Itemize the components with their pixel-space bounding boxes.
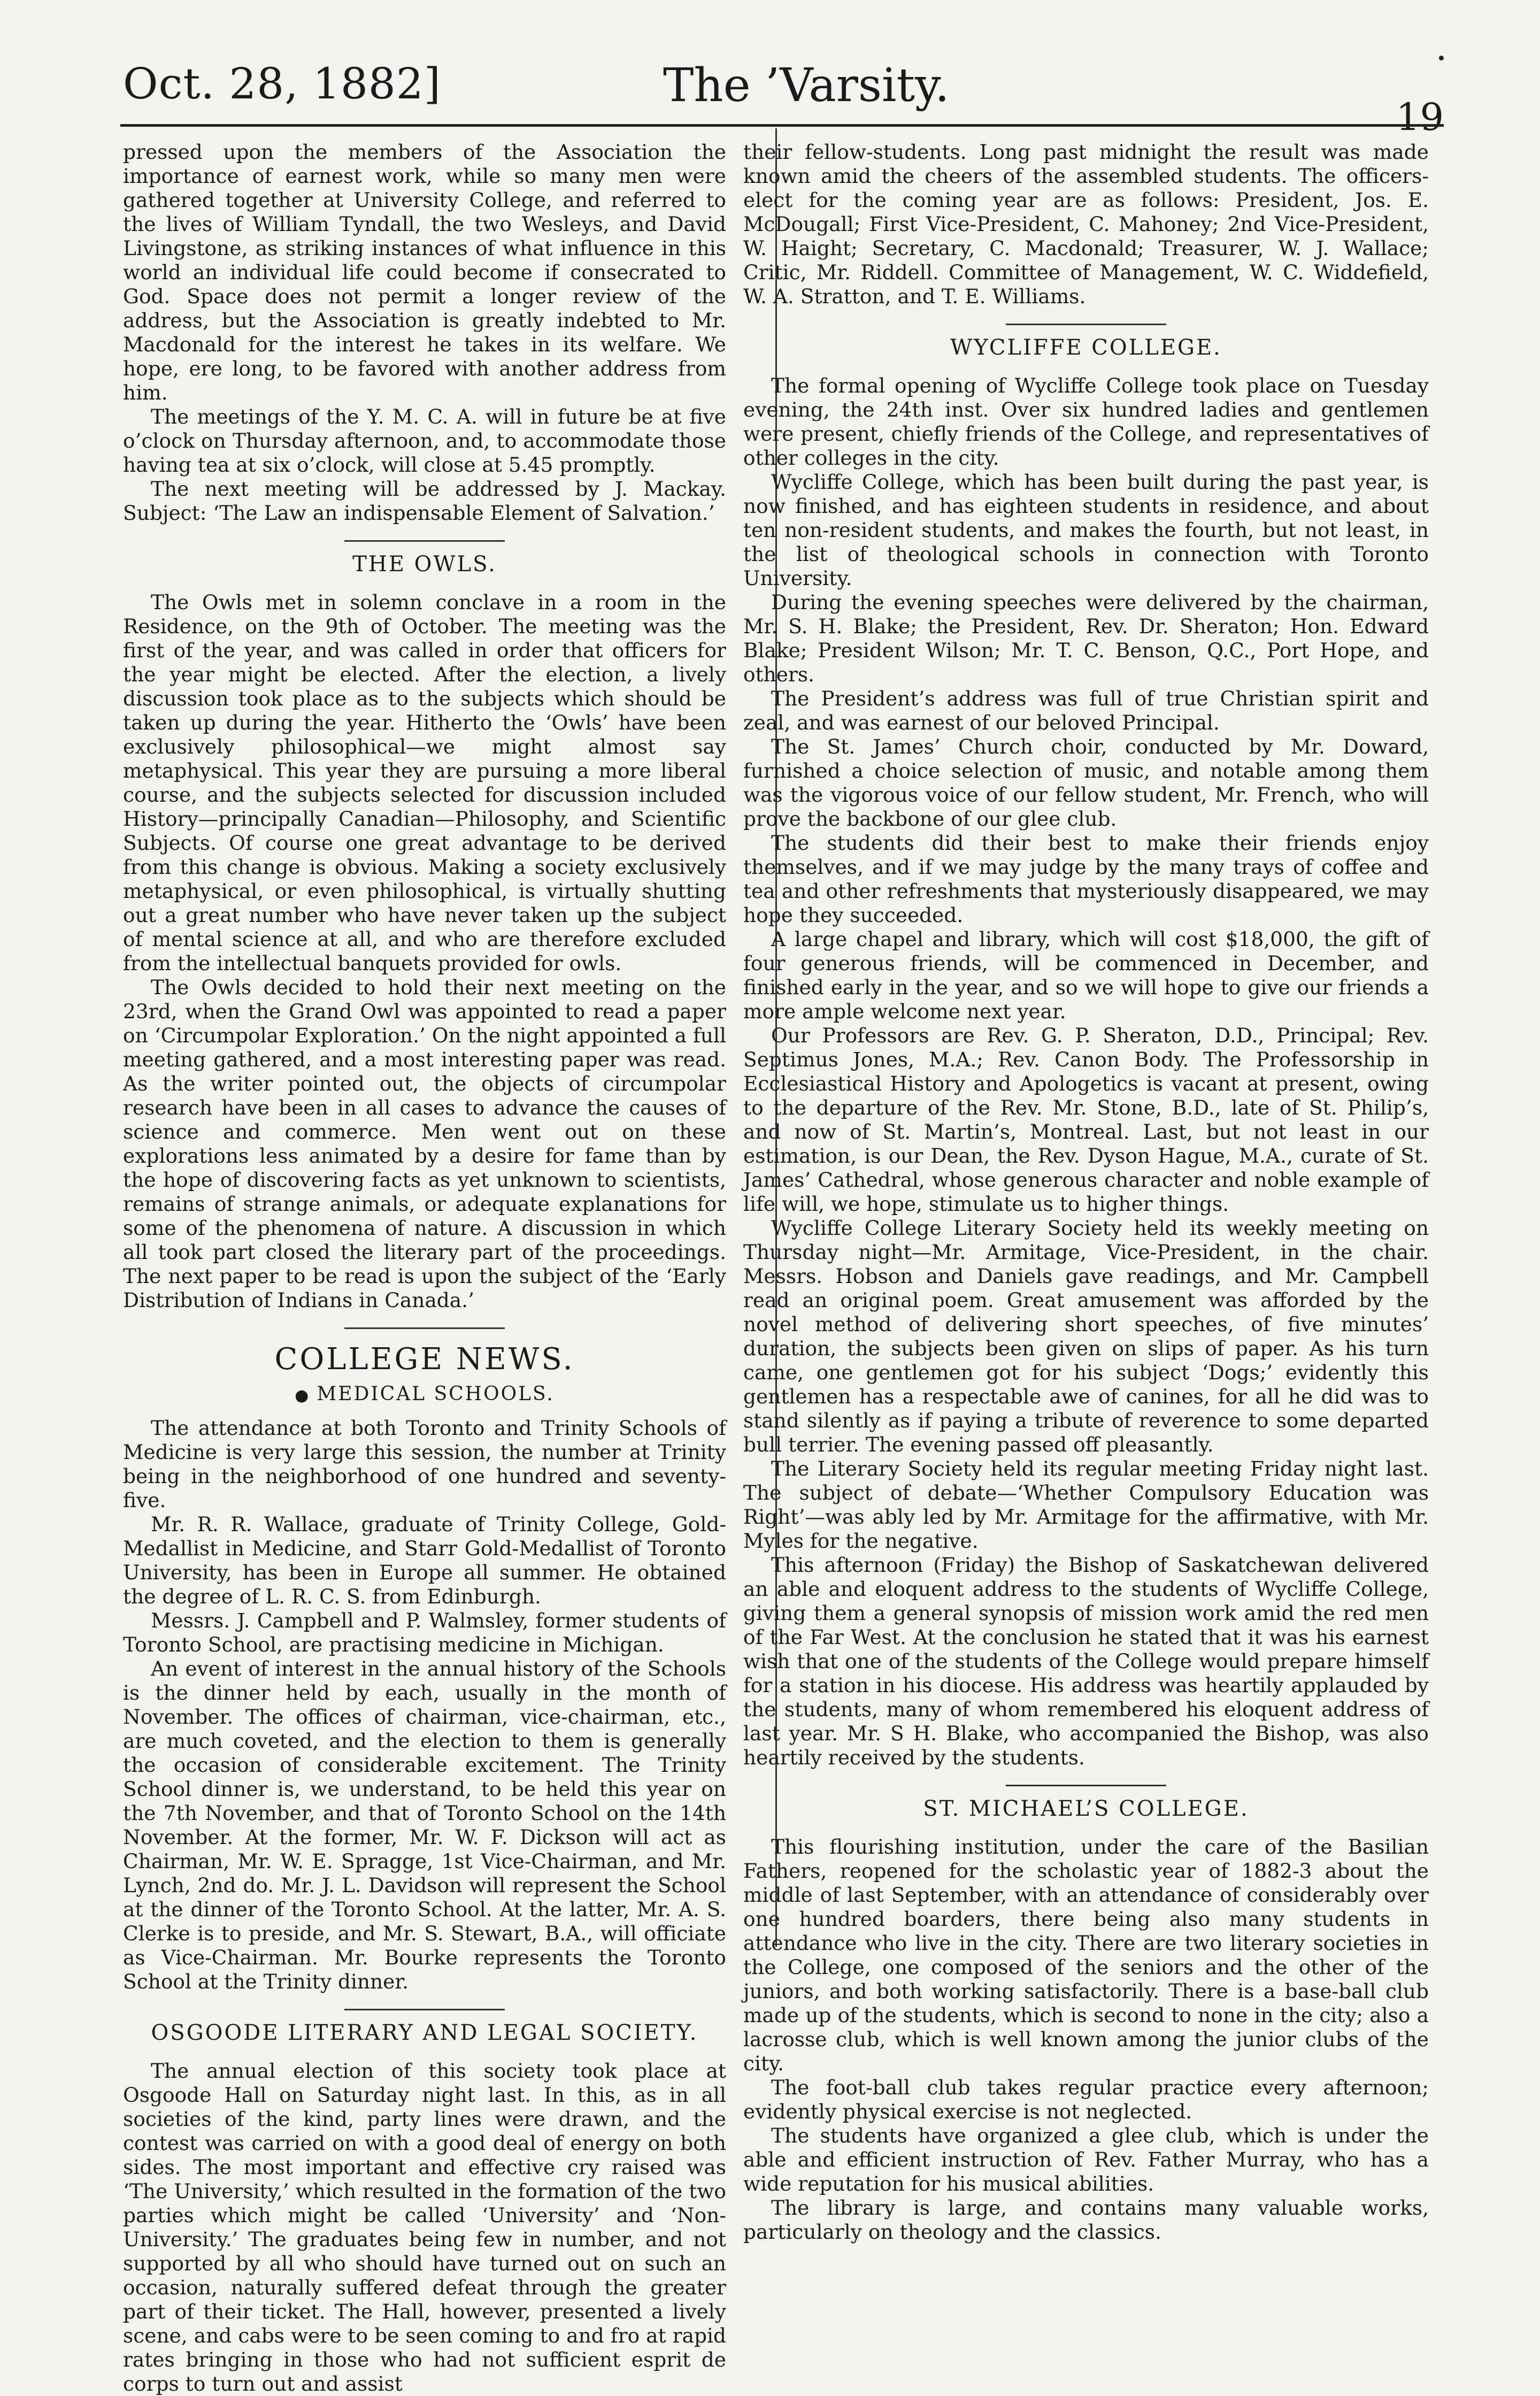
owls-paragraph: The Owls met in solemn conclave in a room in the Residence, on the 9th of October. The meeting was the first of the year, and was called in order that officers for the year might be elected. After the election, a lively discussion took place as to the subjects which should be taken up during the year. Hitherto the ‘Owls’ have been exclusively philosophical—we might almost say metaphysical. This year they are pursuing a more liberal course, and the subjects selected for discussion included History—principally Canadian—Philosophy, and Scientific Subjects. Of course one great advantage to be derived from this change is obvious. Making a society exclusively metaphysical, or even philosophical, is virtually shutting out a great number who have never taken up the subject of mental science at all, and who are therefore excluded from the intellectual banquets provided for owls.: [123, 590, 726, 975]
ymca-paragraph: The next meeting will be addressed by J. Mackay. Subject: ‘The Law an indispensable Element of Salvation.’: [123, 477, 726, 525]
section-rule: [344, 540, 505, 542]
wycliffe-paragraph: Wycliffe College, which has been built during the past year, is now finished, and has eighteen students in residence, and about ten non-resident students, and makes the fourth, but not least, in the list of theological schools in connection with Toronto University.: [743, 470, 1429, 590]
wycliffe-paragraph: This afternoon (Friday) the Bishop of Saskatchewan delivered an able and eloquent address to the students of Wycliffe College, giving them a general synopsis of mission work amid the red men of the Far West. At the conclusion he stated that it was his earnest wish that one of the students of the College would prepare himself for a station in his diocese. His address was heartily applauded by the students, many of whom remembered his eloquent address of last year. Mr. S H. Blake, who accompanied the Bishop, was also heartily received by the students.: [743, 1553, 1429, 1769]
medical-paragraph: The attendance at both Toronto and Trinity Schools of Medicine is very large this session, the number at Trinity being in the neighborhood of one hundred and seventy-five.: [123, 1416, 726, 1512]
osgoode-paragraph: The annual election of this society took place at Osgoode Hall on Saturday night last. In this, as in all societies of the kind, party lines were drawn, and the contest was carried on with a good deal of energy on both sides. The most important and effective cry raised was ‘The University,’ which resulted in the formation of the two parties which might be called ‘University’ and ‘Non-University.’ The graduates being few in number, and not supported by all who should have turned out on such an occasion, naturally suffered defeat through the greater part of their ticket. The Hall, however, presented a lively scene, and cabs were to be seen coming to and fro at rapid rates bringing in those who had not sufficient esprit de corps to turn out and assist: [123, 2059, 726, 2395]
ymca-paragraph: The meetings of the Y. M. C. A. will in future be at five o’clock on Thursday afternoon, and, to accommodate those having tea at six o’clock, will close at 5.45 promptly.: [123, 405, 726, 477]
wycliffe-paragraph: Wycliffe College Literary Society held its weekly meeting on Thursday night—Mr. Armitage, Vice-President, in the chair. Messrs. Hobson and Daniels gave readings, and Mr. Campbell read an original poem. Great amusement was afforded by the novel method of delivering short speeches, of five minutes’ duration, the subjects been given on slips of paper. As his turn came, one gentlemen got for his subject ‘Dogs;’ evidently this gentlemen has a respectable awe of canines, for all he did was to stand silently as if paying a tribute of reverence to some departed bull terrier. The evening passed off pleasantly.: [743, 1216, 1429, 1456]
medical-schools-heading: [123, 1382, 726, 1408]
owls-paragraph: The Owls decided to hold their next meeting on the 23rd, when the Grand Owl was appointed to read a paper on ‘Circumpolar Exploration.’ On the night appointed a full meeting gathered, and a most interesting paper was read. As the writer pointed out, the objects of circumpolar research have been in all cases to advance the causes of science and commerce. Men went out on these explorations less animated by a desire for fame than by the hope of discovering facts as yet unknown to scientists, remains of strange animals, or adequate explanations for some of the phenomena of nature. A discussion in which all took part closed the literary part of the proceedings. The next paper to be read is upon the subject of the ‘Early Distribution of Indians in Canada.’: [123, 976, 726, 1312]
st-michaels-paragraph: The foot-ball club takes regular practice every afternoon; evidently physical exercise is not neglected.: [743, 2076, 1429, 2123]
osgoode-heading: OSGOODE LITERARY AND LEGAL SOCIETY.: [151, 2020, 698, 2045]
page-header: [123, 59, 1444, 139]
ymca-paragraph: pressed upon the members of the Association the importance of earnest work, while so many men were gathered together at University College, and referred to the lives of William Tyndall, the two Wesleys, and David Livingstone, as striking instances of what influence in this world an individual life could become if consecrated to God. Space does not permit a longer review of the address, but the Association is greatly indebted to Mr. Macdonald for the interest he takes in its welfare. We hope, ere long, to be favored with another address from him.: [123, 140, 726, 404]
st-michaels-paragraph: The students have organized a glee club, which is under the able and efficient instruction of Rev. Father Murray, who has a wide reputation for his musical abilities.: [743, 2124, 1429, 2195]
page-number: 19: [1396, 95, 1444, 139]
wycliffe-paragraph: During the evening speeches were delivered by the chairman, Mr. S. H. Blake; the President, Rev. Dr. Sheraton; Hon. Edward Blake; President Wilson; Mr. T. C. Benson, Q.C., Port Hope, and others.: [743, 590, 1429, 686]
wycliffe-paragraph: The Literary Society held its regular meeting Friday night last. The subject of debate—‘Whether Compulsory Education was Right’—was ably led by Mr. Armitage for the affirmative, with Mr. Myles for the negative.: [743, 1457, 1429, 1553]
college-news-heading: COLLEGE NEWS.: [274, 1342, 575, 1377]
section-rule: [344, 1327, 505, 1329]
section-rule: [1006, 1785, 1166, 1786]
medical-paragraph: Mr. R. R. Wallace, graduate of Trinity College, Gold-Medallist in Medicine, and Starr Gold-Medallist of Toronto University, has been in Europe all summer. He obtained the degree of L. R. C. S. from Edinburgh.: [123, 1512, 726, 1608]
wycliffe-paragraph: The St. James’ Church choir, conducted by Mr. Doward, furnished a choice selection of music, and notable among them was the vigorous voice of our fellow student, Mr. French, who will prove the backbone of our glee club.: [743, 735, 1429, 831]
medical-schools-title: MEDICAL SCHOOLS.: [317, 1383, 555, 1405]
owls-heading: THE OWLS.: [352, 552, 497, 577]
header-rule: [120, 124, 1444, 127]
st-michaels-paragraph: This flourishing institution, under the care of the Basilian Fathers, reopened for the scholastic year of 1882-3 about the middle of last September, with an attendance of considerably over one hundred boarders, there being also many students in attendance who live in the city. There are two literary societies in the College, one composed of the seniors and the other of the juniors, and both working satisfactorily. There is a base-ball club made up of the students, which is second to none in the city; also a lacrosse club, which is well known among the junior clubs of the city.: [743, 1835, 1429, 2075]
wycliffe-paragraph: A large chapel and library, which will cost $18,000, the gift of four generous friends, will be commenced in December, and finished early in the year, and so we will hope to give our friends a more ample welcome next year.: [743, 927, 1429, 1023]
bullet-icon: ●: [295, 1386, 311, 1405]
st-michaels-heading: ST. MICHAEL’S COLLEGE.: [923, 1796, 1249, 1821]
issue-date: Oct. 28, 1882]: [123, 59, 441, 109]
wycliffe-paragraph: Our Professors are Rev. G. P. Sheraton, D.D., Principal; Rev. Septimus Jones, M.A.; Rev. Canon Body. The Professorship in Ecclesiastical History and Apologetics is vacant at present, owing to the departure of the Rev. Mr. Stone, B.D., late of St. Philip’s, and now of St. Martin’s, Montreal. Last, but not least in our estimation, is our Dean, the Rev. Dyson Hague, M.A., curate of St. James’ Cathedral, whose generous character and noble example of life will, we hope, stimulate us to higher things.: [743, 1024, 1429, 1216]
osgoode-continuation: their fellow-students. Long past midnight the result was made known amid the cheers of the assembled students. The officers-elect for the coming year are as follows: President, Jos. E. McDougall; First Vice-President, C. Mahoney; 2nd Vice-President, W. Haight; Secretary, C. Macdonald; Treasurer, W. J. Wallace; Critic, Mr. Riddell. Committee of Management, W. C. Widdefield, W. A. Stratton, and T. E. Williams.: [743, 140, 1429, 308]
medical-paragraph: Messrs. J. Campbell and P. Walmsley, former students of Toronto School, are practising medicine in Michigan.: [123, 1608, 726, 1656]
wycliffe-paragraph: The formal opening of Wycliffe College took place on Tuesday evening, the 24th inst. Over six hundred ladies and gentlemen were present, chiefly friends of the College, and representatives of other colleges in the city.: [743, 374, 1429, 470]
wycliffe-heading: WYCLIFFE COLLEGE.: [950, 335, 1222, 360]
ink-dot: [1439, 56, 1444, 60]
wycliffe-paragraph: The students did their best to make their friends enjoy themselves, and if we may judge by the many trays of coffee and tea and other refreshments that mysteriously disappeared, we may hope they succeeded.: [743, 831, 1429, 927]
left-column: [123, 140, 726, 2396]
masthead-title: The ’Varsity.: [663, 59, 950, 112]
wycliffe-paragraph: The President’s address was full of true Christian spirit and zeal, and was earnest of our beloved Principal.: [743, 687, 1429, 734]
section-rule: [1006, 324, 1166, 325]
medical-paragraph: An event of interest in the annual history of the Schools is the dinner held by each, usually in the month of November. The offices of chairman, vice-chairman, etc., are much coveted, and the election to them is generally the occasion of considerable excitement. The Trinity School dinner is, we understand, to be held this year on the 7th November, and that of Toronto School on the 14th November. At the former, Mr. W. F. Dickson will act as Chairman, Mr. W. E. Spragge, 1st Vice-Chairman, and Mr. Lynch, 2nd do. Mr. J. L. Davidson will represent the School at the dinner of the Toronto School. At the latter, Mr. A. S. Clerke is to preside, and Mr. S. Stewart, B.A., will officiate as Vice-Chairman. Mr. Bourke represents the Toronto School at the Trinity dinner.: [123, 1656, 726, 1993]
right-column: [743, 140, 1429, 2244]
st-michaels-paragraph: The library is large, and contains many valuable works, particularly on theology and the classics.: [743, 2196, 1429, 2244]
section-rule: [344, 2009, 505, 2010]
